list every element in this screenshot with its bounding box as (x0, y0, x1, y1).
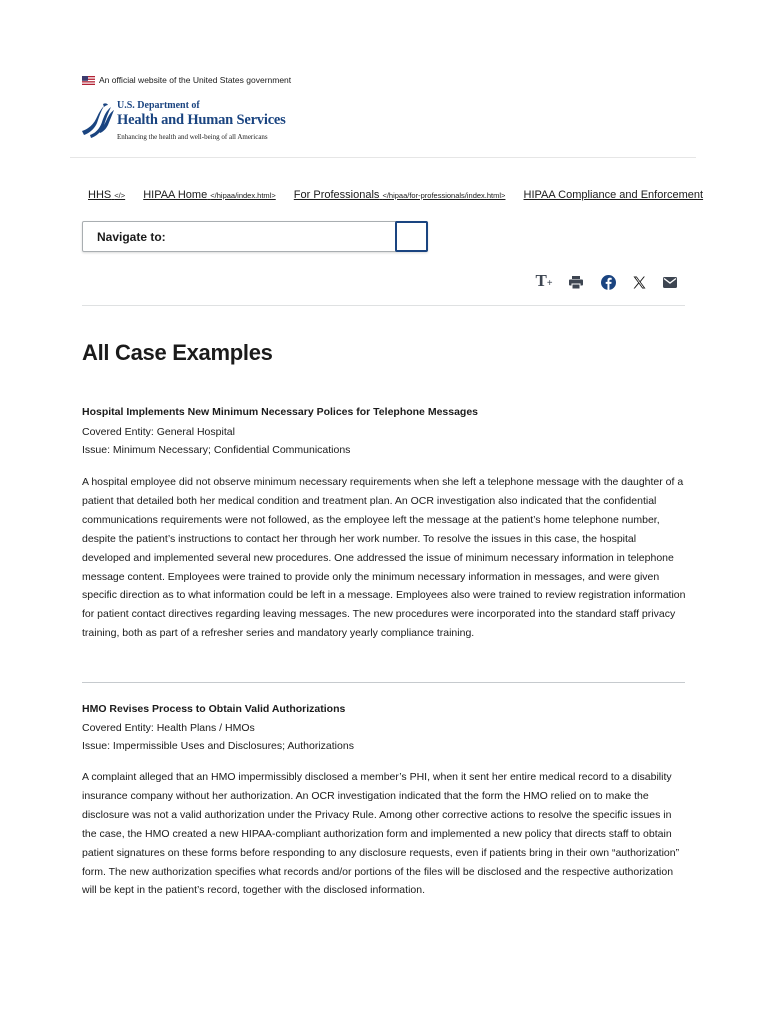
breadcrumb-for-professionals[interactable]: For Professionals </hipaa/for-professionals/index.html> (293, 189, 506, 201)
header-divider (70, 157, 696, 158)
logo-tagline: Enhancing the health and well-being of all Americans (117, 133, 268, 141)
case-divider (82, 682, 685, 683)
share-divider (82, 305, 685, 306)
text-size-icon[interactable]: T+ (535, 270, 553, 290)
print-icon[interactable] (566, 272, 586, 292)
case-title: HMO Revises Process to Obtain Valid Authorizations (82, 703, 346, 715)
email-icon[interactable] (660, 272, 680, 292)
hhs-eagle-logo-icon[interactable] (80, 101, 116, 139)
navigate-dropdown-button[interactable] (395, 221, 428, 252)
breadcrumb-hipaa-home[interactable]: HIPAA Home </hipaa/index.html> (143, 189, 276, 201)
breadcrumb-hipaa-compliance[interactable]: HIPAA Compliance and Enforcement (523, 189, 704, 201)
case-issue: Issue: Impermissible Uses and Disclosures; Authorizations (82, 740, 354, 752)
logo-department-label: U.S. Department of (117, 100, 200, 111)
facebook-icon[interactable] (598, 272, 618, 292)
x-twitter-icon[interactable] (629, 272, 649, 292)
case-covered-entity: Covered Entity: Health Plans / HMOs (82, 722, 255, 734)
page-title: All Case Examples (82, 340, 273, 365)
case-issue: Issue: Minimum Necessary; Confidential Communications (82, 444, 351, 456)
case-title: Hospital Implements New Minimum Necessary Polices for Telephone Messages (82, 406, 479, 418)
official-website-notice: An official website of the United States government (99, 75, 292, 85)
breadcrumb (88, 189, 704, 205)
case-description: A complaint alleged that an HMO impermissibly disclosed a member’s PHI, when it sent her entire medical record to a disability insurance company without her authorization. An OCR investigation indicated that the form the HMO relied on to make the disclosure was not a valid authorization under the Privacy Rule. Among other corrective actions to resolve the specific issues in the case, the HMO created a new HIPAA-compliant authorization form and implemented a new policy that directs staff to obtain patient signatures on these forms before responding to any disclosure requests, even if patients bring in their own “authorization” form. The new authorization specifies what records and/or portions of the files will be disclosed and the respective authorization will be kept in the patient’s record, together with the disclosed information. (82, 771, 680, 897)
logo-agency-name[interactable]: Health and Human Services (117, 112, 286, 128)
breadcrumb-hhs[interactable]: HHS </> (88, 189, 126, 201)
case-covered-entity: Covered Entity: General Hospital (82, 426, 235, 438)
navigate-to-label: Navigate to: (97, 230, 166, 244)
navigate-to-select[interactable] (82, 221, 428, 252)
us-flag-icon (82, 76, 95, 85)
case-description: A hospital employee did not observe minimum necessary requirements when she left a telephone message with the daughter of a patient that detailed both her medical condition and treatment plan. An OCR investigation also indicated that the confidential communications requirements were not followed, as the employee left the message at the patient’s home telephone number, despite the patient’s instructions to contact her through her work number. To resolve the issues in this case, the hospital developed and implemented several new procedures. One addressed the issue of minimum necessary information in telephone message content. Employees were trained to provide only the minimum necessary information in messages, and were given specific direction as to what information could be left in a message. Employees also were trained to review registration information for patient contact directives regarding leaving messages. The new procedures were incorporated into the standard staff privacy training, both as part of a refresher series and mandatory yearly compliance training. (82, 476, 686, 640)
